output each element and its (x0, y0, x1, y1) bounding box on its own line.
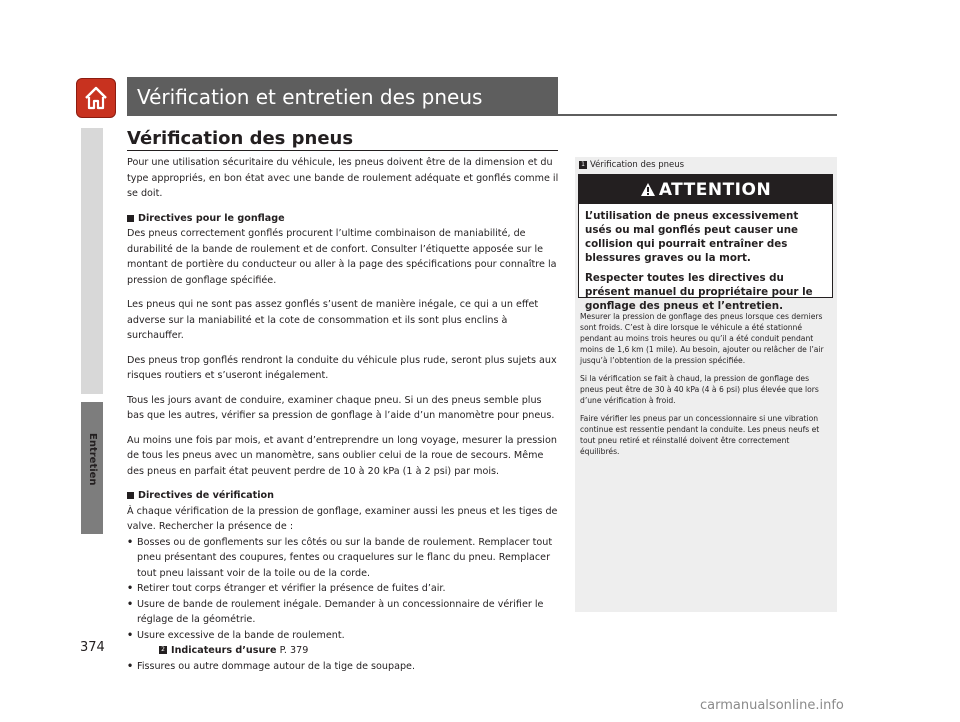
title-divider (127, 114, 837, 116)
paragraph-5: Au moins une fois par mois, et avant d’entreprendre un long voyage, mesurer la pression de tous les pneus avec un manomètre, sans oublier celui de la roue de secours. Même des pneus en parfait état peuvent perdre de 10 à 20 kPa (1 à 2 psi) par mois. (127, 434, 557, 477)
sidebar-note-1: Mesurer la pression de gonflage des pneus lorsque ces derniers sont froids. C’est à dire lorsque le véhicule a été stationné pendant au moins trois heures ou qu’il a été conduit pendant moins de 1,6 km (1 mile). Au besoin, ajouter ou relâcher de l’air jusqu’à l’obtention de la pression spécifiée. (580, 312, 824, 365)
paragraph-6: À chaque vérification de la pression de gonflage, examiner aussi les pneus et les tiges de valve. Rechercher la présence de : (127, 505, 558, 532)
attention-header (579, 175, 832, 204)
heading-inspection-text: Directives de vérification (138, 490, 274, 501)
warning-triangle-icon (640, 182, 656, 197)
paragraph-1: Des pneus correctement gonflés procurent l’ultime combinaison de maniabilité, de durabilité de la bande de roulement et de confort. Consulter l’étiquette apposée sur le montant de portière du conducteur ou aller à la page des spécifications pour connaître la pression de gonflage spécifiée. (127, 228, 557, 286)
bullet-icon: • (127, 660, 134, 672)
home-icon (83, 85, 109, 111)
home-button[interactable] (76, 78, 116, 118)
attention-paragraph-2: Respecter toutes les directives du présent manuel du propriétaire pour le gonflage des pneus et l’entretien. (585, 272, 813, 312)
chapter-title-bar (127, 77, 558, 114)
paragraph-3: Des pneus trop gonflés rendront la conduite du véhicule plus rude, seront plus sujets aux risques routiers et s’useront inégalement. (127, 354, 557, 381)
sidebar-notes (575, 157, 837, 612)
bullet-icon: • (127, 629, 134, 641)
heading-inflation-text: Directives pour le gonflage (138, 212, 285, 224)
list-item (127, 628, 559, 659)
side-tab-light (81, 128, 103, 394)
sidebar-reference (579, 160, 684, 170)
inspection-list (127, 535, 559, 675)
attention-box (578, 174, 833, 312)
main-content (127, 155, 559, 674)
watermark: carmanualsonline.info (700, 698, 844, 713)
attention-title: ATTENTION (658, 179, 772, 200)
sidebar-note-3: Faire vérifier les pneus par un concessionnaire si une vibration continue est ressentie pendant la conduite. Les pneus neufs et tout pneu retiré et réinstallé doivent être correctement équilibrés. (580, 414, 820, 456)
list-item-text: Fissures ou autre dommage autour de la tige de soupape. (137, 660, 415, 672)
heading-inspection (127, 488, 559, 504)
list-item-text: Usure de bande de roulement inégale. Demander à un concessionnaire de vérifier le réglage de la géométrie. (137, 598, 544, 625)
list-item-text: Usure excessive de la bande de roulement. (137, 629, 345, 641)
heading-square-icon (127, 215, 134, 222)
list-item (127, 581, 559, 597)
chapter-title: Vérification et entretien des pneus (137, 85, 483, 109)
bullet-icon: • (127, 583, 134, 594)
heading-square-icon (127, 492, 134, 499)
paragraph-4: Tous les jours avant de conduire, examiner chaque pneu. Si un des pneus semble plus bas que les autres, vérifier sa pression de gonflage à l’aide d’un manomètre pour pneus. (127, 394, 555, 421)
bullet-icon: • (127, 598, 134, 610)
side-tab-label: Entretien (87, 433, 98, 486)
reference-page: P. 379 (279, 645, 309, 656)
list-item (127, 659, 559, 675)
heading-inflation (127, 211, 559, 227)
list-item-text: Bosses ou de gonflements sur les côtés ou sur la bande de roulement. Remplacer tout pneu présentant des coupures, fentes ou craquelures sur le flanc du pneu. Remplacer tout pneu laissant voir de la toile ou de la corde. (137, 536, 553, 579)
paragraph-2: Les pneus qui ne sont pas assez gonflés s’usent de manière inégale, ce qui a un effet adverse sur la maniabilité et la cote de consommation et ils sont plus enclins à surchauffer. (127, 299, 539, 341)
sidebar-reference-title: Vérification des pneus (590, 160, 685, 170)
list-item (127, 597, 559, 628)
reference-label: Indicateurs d’usure (171, 645, 277, 656)
attention-paragraph-1: L’utilisation de pneus excessivement usés ou mal gonflés peut causer une collision qui pourrait entraîner des blessures graves ou la mort. (585, 210, 799, 264)
section-title: Vérification des pneus (127, 128, 354, 149)
bullet-icon: • (127, 536, 134, 548)
reference-arrow-icon: 2 (159, 646, 167, 654)
attention-body (585, 209, 827, 319)
cross-reference-link[interactable] (137, 643, 559, 659)
page-number: 374 (80, 640, 105, 655)
sidebar-note-2: Si la vérification se fait à chaud, la pression de gonflage des pneus peut être de 30 à 40 kPa (4 à 6 psi) plus élevée que lors d’une vérification à froid. (580, 374, 819, 405)
reference-number-icon: 1 (579, 161, 587, 169)
list-item (127, 535, 559, 582)
section-divider (127, 150, 558, 151)
side-tab-label-wrap (84, 433, 100, 503)
list-item-text: Retirer tout corps étranger et vérifier la présence de fuites d’air. (137, 583, 446, 594)
intro-paragraph: Pour une utilisation sécuritaire du véhicule, les pneus doivent être de la dimension et du type appropriés, en bon état avec une bande de roulement adéquate et gonflés comme il se doit. (127, 157, 559, 199)
sidebar-text (580, 311, 830, 464)
